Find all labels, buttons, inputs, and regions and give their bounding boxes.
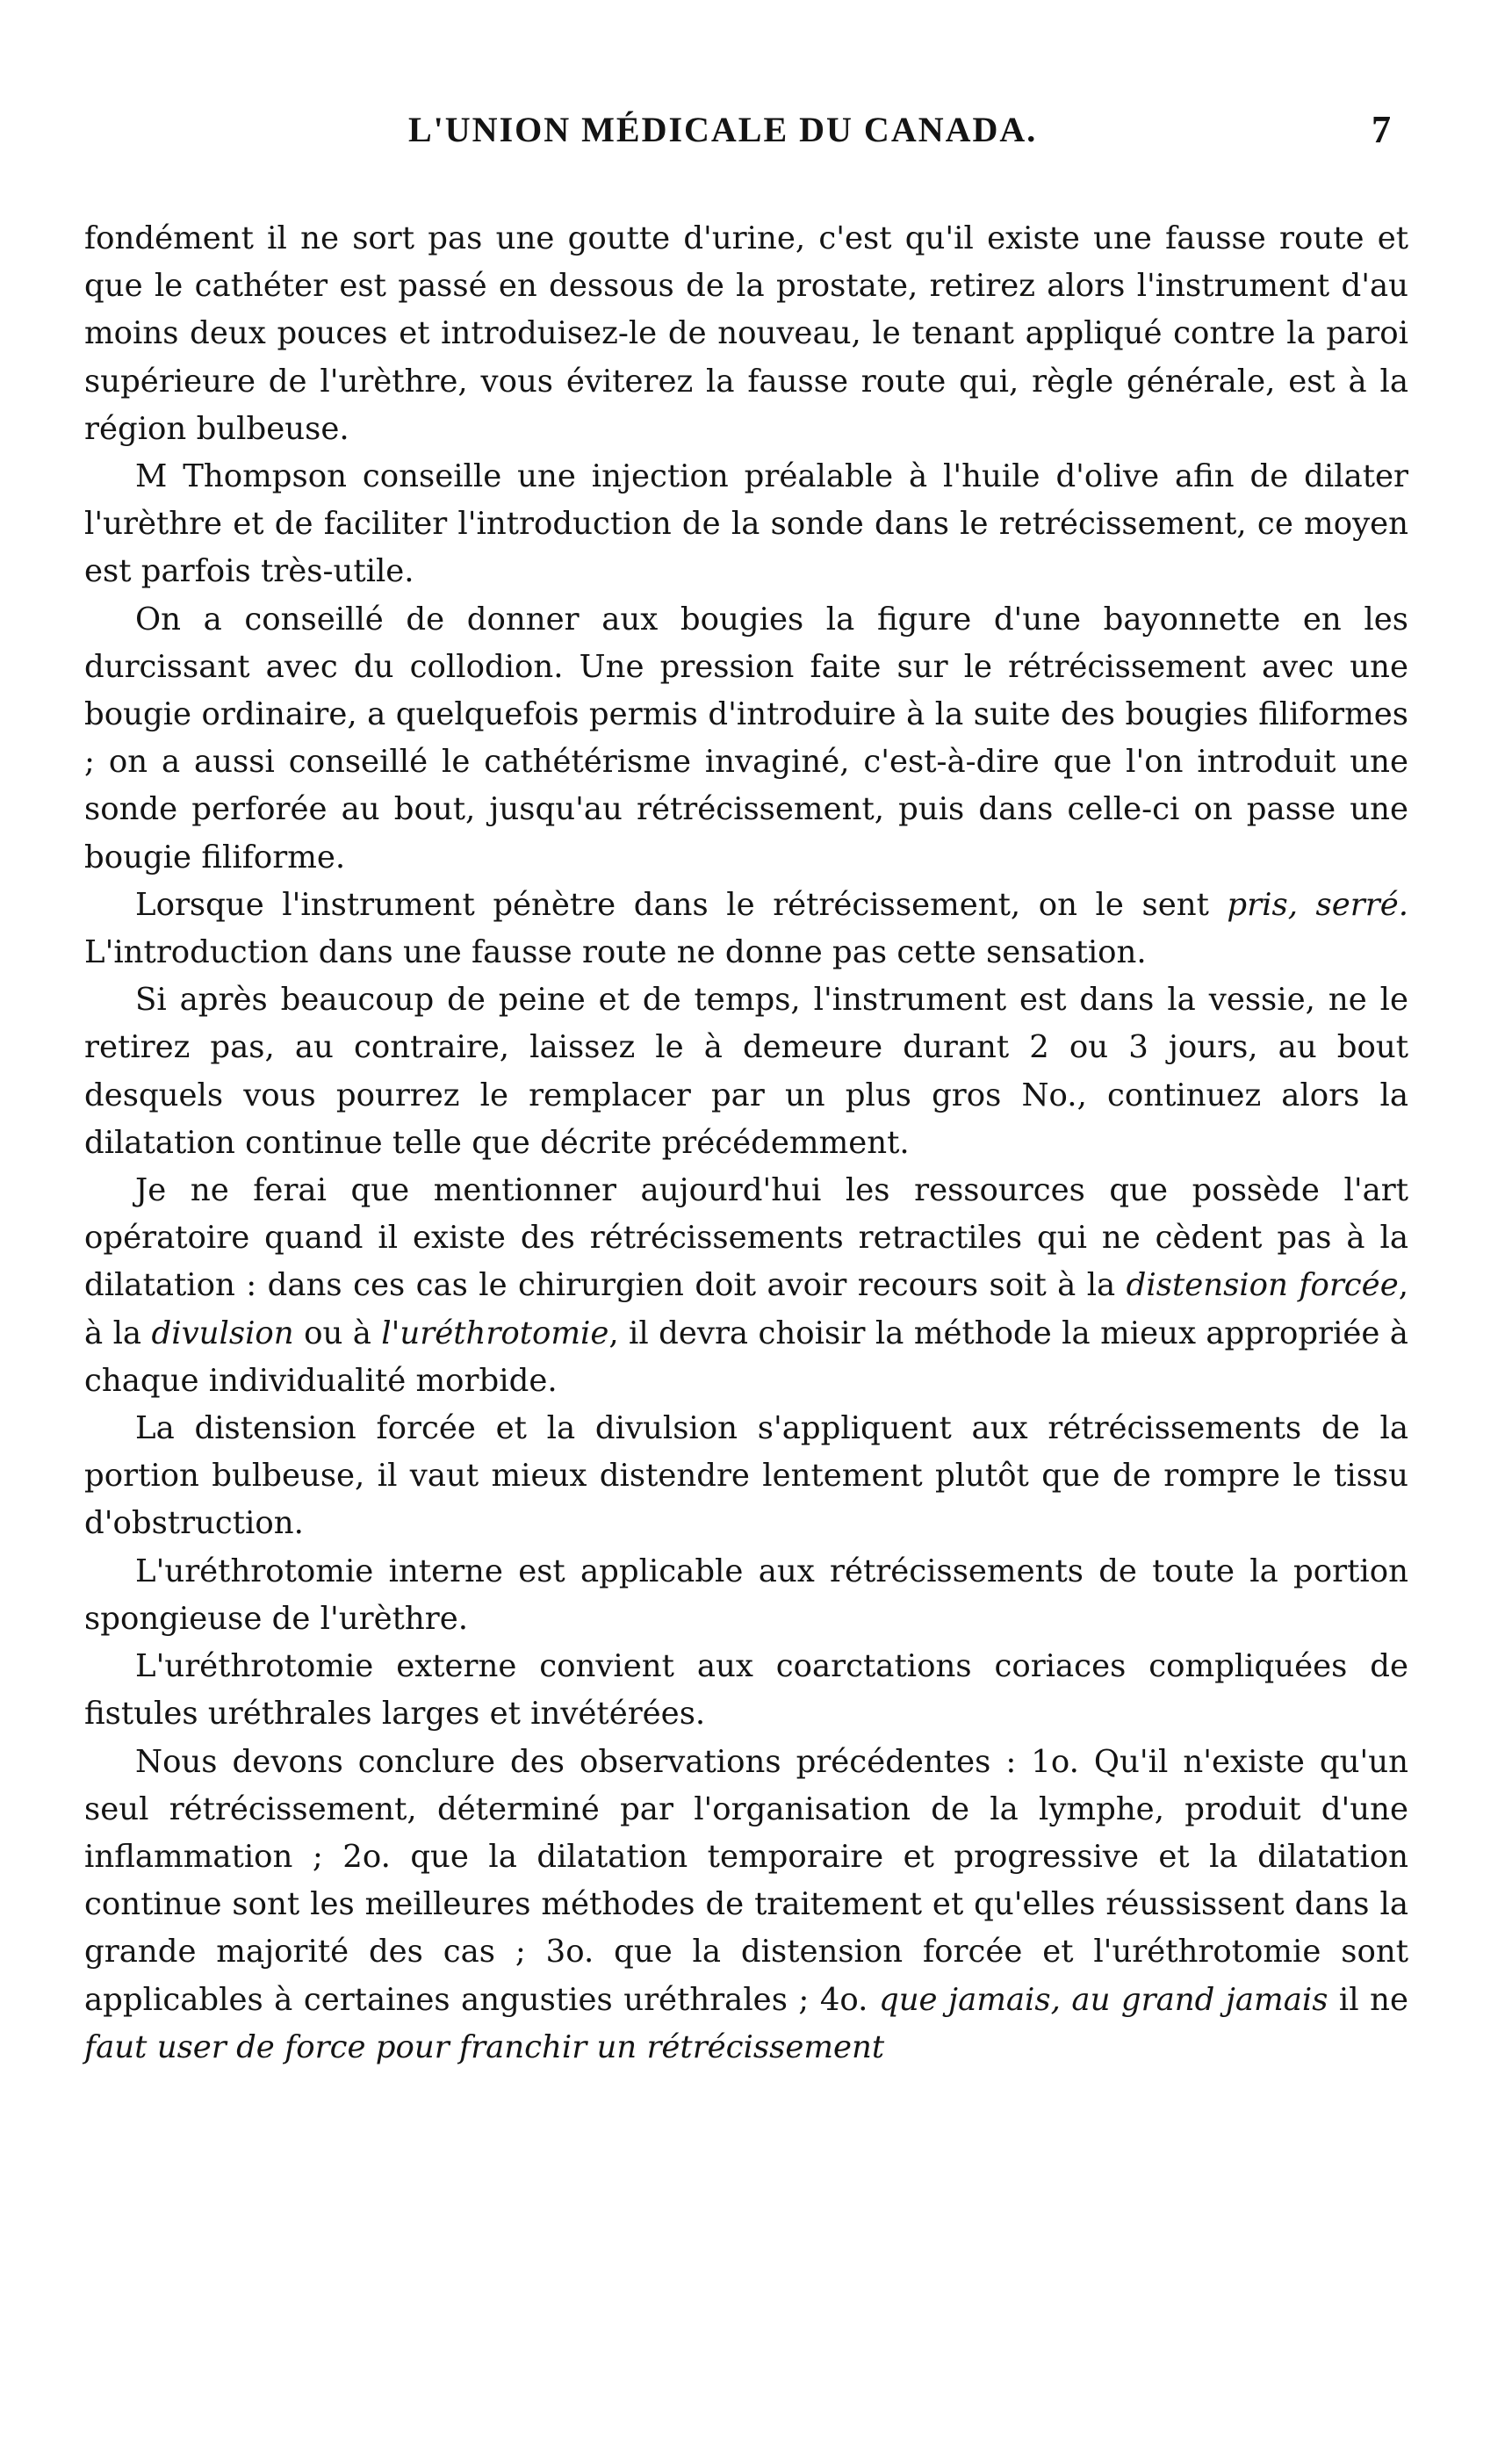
text-run: , à la: [84, 1267, 1408, 1351]
text-run: , il devra choisir la méthode la mieux appropriée à chaque individualité morbide.: [84, 1315, 1408, 1399]
paragraph: [84, 882, 1408, 976]
paragraph: [84, 1405, 1408, 1548]
text-run: Lorsque l'instrument pénètre dans le rétrécissement, on le sent: [135, 886, 1228, 923]
text-run: Si après beaucoup de peine et de temps, l'instrument est dans la vessie, ne le retirez pas, au contraire, laissez le à demeure durant 2 ou 3 jours, au bout desquels vous pourrez le remplacer par un plus gros No., continuez alors la dilatation continue telle que décrite précédemment.: [84, 982, 1408, 1161]
text-run: Je ne ferai que mentionner aujourd'hui les ressources que possède l'art opératoire quand il existe des rétrécissements retractiles qui ne cèdent pas à la dilatation : dans ces cas le chirurgien doit avoir recours soit à la: [84, 1172, 1408, 1304]
italic-text: faut user de force pour franchir un rétrécissement: [84, 2028, 885, 2065]
body-text: [84, 215, 1408, 2071]
paragraph: [84, 453, 1408, 596]
paragraph: [84, 976, 1408, 1167]
text-run: L'uréthrotomie interne est applicable aux rétrécissements de toute la portion spongieuse de l'urèthre.: [84, 1553, 1408, 1637]
paragraph: [84, 1548, 1408, 1643]
paragraph: [84, 215, 1408, 453]
italic-text: pris, serré.: [1227, 886, 1409, 923]
page-number: 7: [1372, 108, 1391, 151]
italic-text: distension forcée: [1126, 1267, 1399, 1304]
text-run: L'introduction dans une fausse route ne donne pas cette sensation.: [84, 934, 1147, 971]
text-run: L'uréthrotomie externe convient aux coarctations coriaces compliquées de fistules uréthrales larges et invétérées.: [84, 1648, 1408, 1733]
text-run: Nous devons conclure des observations précédentes : 1o. Qu'il n'existe qu'un seul rétrécissement, déterminé par l'organisation de la lymphe, produit d'une inflammation ; 2o. que la dilatation temporaire et progressive et la dilatation continue sont les meilleures méthodes de traitement et qu'elles réussissent dans la grande majorité des cas ; 3o. que la distension forcée et l'uréthrotomie sont applicables à certaines angusties uréthrales ; 4o.: [84, 1743, 1408, 2018]
text-run: M Thompson conseille une injection préalable à l'huile d'olive afin de dilater l'urèthre et de faciliter l'introduction de la sonde dans le retrécissement, ce moyen est parfois très-utile.: [84, 458, 1408, 590]
text-run: On a conseillé de donner aux bougies la figure d'une bayonnette en les durcissant avec du collodion. Une pression faite sur le rétrécissement avec une bougie ordinaire, a quelquefois permis d'introduire à la suite des bougies filiformes ; on a aussi conseillé le cathétérisme invaginé, c'est-à-dire que l'on introduit une sonde perforée au bout, jusqu'au rétrécissement, puis dans celle-ci on passe une bougie filiforme.: [84, 601, 1408, 875]
paragraph: [84, 1167, 1408, 1405]
italic-text: divulsion: [151, 1315, 294, 1351]
text-run: ou à: [293, 1315, 382, 1351]
text-run: La distension forcée et la divulsion s'appliquent aux rétrécissements de la portion bulbeuse, il vaut mieux distendre lentement plutôt que de rompre le tissu d'obstruction.: [84, 1410, 1408, 1542]
italic-text: que jamais, au grand jamais: [878, 1981, 1328, 2018]
text-run: il ne: [1328, 1981, 1408, 2018]
italic-text: l'uréthrotomie: [381, 1315, 609, 1351]
paragraph: [84, 1739, 1408, 2071]
paragraph: [84, 596, 1408, 882]
paragraph: [84, 1643, 1408, 1738]
running-title: L'UNION MÉDICALE DU CANADA.: [408, 110, 1038, 149]
text-run: fondément il ne sort pas une goutte d'urine, c'est qu'il existe une fausse route et que le cathéter est passé en dessous de la prostate, retirez alors l'instrument d'au moins deux pouces et introduisez-le de nouveau, le tenant appliqué contre la paroi supérieure de l'urèthre, vous éviterez la fausse route qui, règle générale, est à la région bulbeuse.: [84, 220, 1408, 447]
